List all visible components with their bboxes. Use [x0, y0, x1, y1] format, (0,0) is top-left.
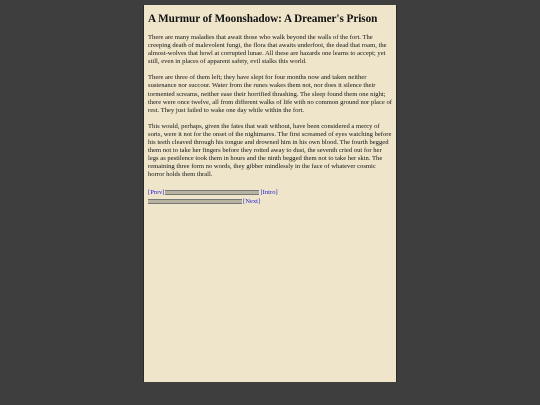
story-paragraph-1: There are many maladies that await those who walk beyond the walls of the fort. The creeping death of malevolent fungi, the flora that awaits underfoot, the dead that roam, the almost-wolves that howl at corrupted lunae. All these are hazards one learns to accept; yet still, even in places of apparent safety, evil stalks this world.	[148, 34, 387, 66]
story-paragraph-2: There are three of them left; they have slept for four months now and taken neither sustenance nor succour. Water from the runes wakes them not, nor does it silence their tormented screams, neither ease their horrified thrashing. The sleep found them one night; there were once twelve, all from different walks of life with no common ground nor place of rest. They just failed to wake one day while within the fort.	[148, 74, 392, 114]
nav-divider-bottom	[148, 199, 242, 204]
nav-row-bottom	[148, 197, 392, 206]
story-page	[143, 5, 397, 382]
page-title: A Murmur of Moonshadow: A Dreamer's Prison	[148, 13, 378, 25]
story-paragraph-3: This would, perhaps, given the fates that wait without, have been considered a mercy of sorts, were it not for the onset of the nightmares. The first screamed of eyes watching before his teeth cleaved through his tongue and drowned him in his own blood. The fourth begged them not to take her fingers before they rotted away to dust, the seventh cried out for her legs as pestilence took them in hours and the ninth begged them not to take her skin. The remaining three form no words, they gibber mindlessly in the face of whatever cosmic horror holds them thrall.	[148, 122, 392, 179]
next-link[interactable]: [Next]	[243, 197, 261, 205]
page-navigation	[148, 188, 392, 206]
prev-link[interactable]: [Prev]	[148, 188, 165, 196]
nav-row-top	[148, 188, 392, 197]
intro-link[interactable]: [Intro]	[260, 188, 278, 196]
nav-divider-top	[165, 190, 259, 195]
